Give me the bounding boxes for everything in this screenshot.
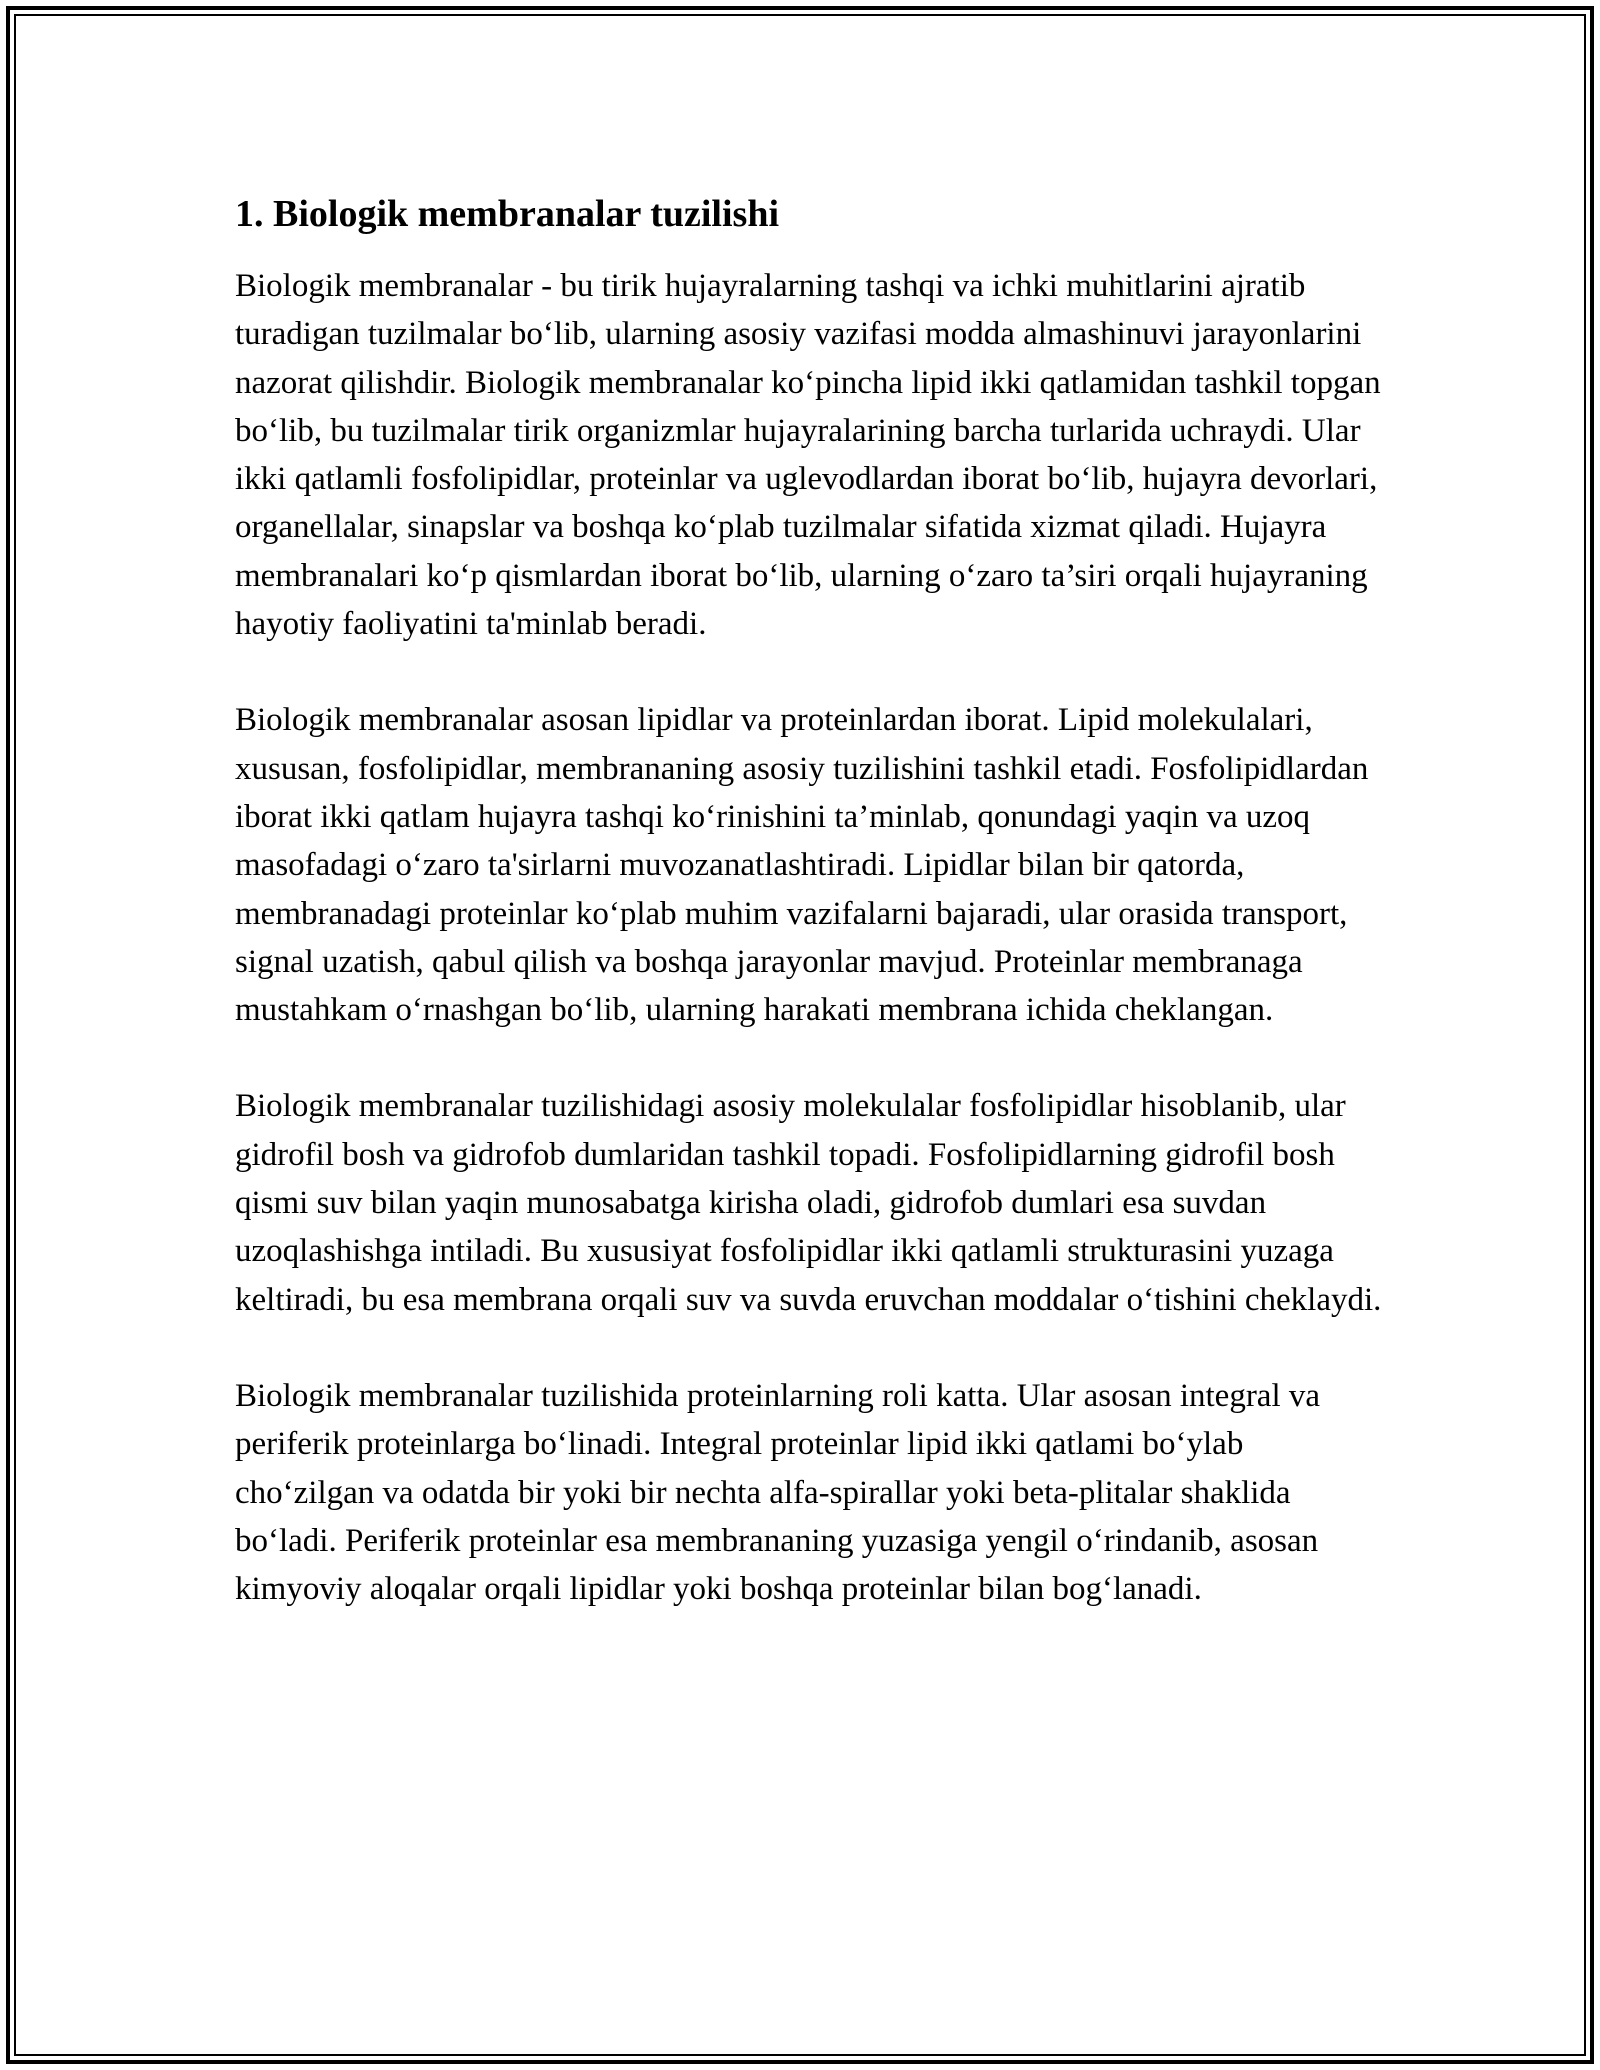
paragraph-3: Biologik membranalar tuzilishidagi asosiy molekulalar fosfolipidlar hisoblanib, ular gidrofil bosh va gidrofob dumlaridan tashkil topadi. Fosfolipidlarning gidrofil bosh qismi suv bilan yaqin munosabatga kirisha oladi, gidrofob dumlari esa suvdan uzoqlashishga intiladi. Bu xususiyat fosfolipidlar ikki qatlamli strukturasini yuzaga keltiradi, bu esa membrana orqali suv va suvda eruvchan moddalar o‘tishini cheklaydi. [235,1088,1382,1318]
paragraph-2: Biologik membranalar asosan lipidlar va proteinlardan iborat. Lipid molekulalari, xususan, fosfolipidlar, membrananing asosiy tuzilishini tashkil etadi. Fosfolipidlardan iborat ikki qatlam hujayra tashqi ko‘rinishini ta’minlab, qonundagi yaqin va uzoq masofadagi o‘zaro ta'sirlarni muvozanatlashtiradi. Lipidlar bilan bir qatorda, membranadagi proteinlar ko‘plab muhim vazifalarni bajaradi, ular orasida transport, signal uzatish, qabul qilish va boshqa jarayonlar mavjud. Proteinlar membranaga mustahkam o‘rnashgan bo‘lib, ularning harakati membrana ichida cheklangan. [235,702,1369,1029]
section-heading: 1. Biologik membranalar tuzilishi [235,193,780,235]
paragraph-1: Biologik membranalar - bu tirik hujayralarning tashqi va ichki muhitlarini ajratib turadigan tuzilmalar bo‘lib, ularning asosiy vazifasi modda almashinuvi jarayonlarini nazorat qilishdir. Biologik membranalar ko‘pincha lipid ikki qatlamidan tashkil topgan bo‘lib, bu tuzilmalar tirik organizmlar hujayralarining barcha turlarida uchraydi. Ular ikki qatlamli fosfolipidlar, proteinlar va uglevodlardan iborat bo‘lib, hujayra devorlari, organellalar, sinapslar va boshqa ko‘plab tuzilmalar sifatida xizmat qiladi. Hujayra membranalari ko‘p qismlardan iborat bo‘lib, ularning o‘zaro ta’siri orqali hujayraning hayotiy faoliyatini ta'minlab beradi. [235,268,1381,643]
document-body [235,186,1385,1613]
paragraph-4: Biologik membranalar tuzilishida proteinlarning roli katta. Ular asosan integral va periferik proteinlarga bo‘linadi. Integral proteinlar lipid ikki qatlami bo‘ylab cho‘zilgan va odatda bir yoki bir nechta alfa-spirallar yoki beta-plitalar shaklida bo‘ladi. Periferik proteinlar esa membrananing yuzasiga yengil o‘rindanib, asosan kimyoviy aloqalar orqali lipidlar yoki boshqa proteinlar bilan bog‘lanadi. [235,1377,1321,1608]
